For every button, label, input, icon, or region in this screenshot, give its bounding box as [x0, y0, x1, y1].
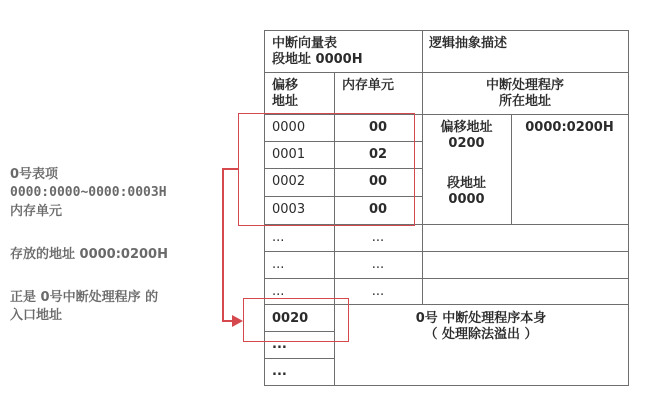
offset-address-label: 偏移地址: [440, 120, 493, 135]
memory-cell: 02: [368, 147, 388, 162]
offset-cell: ...: [272, 257, 285, 272]
memory-cell: 00: [368, 120, 388, 135]
logical-description-header: 逻辑抽象描述: [429, 36, 508, 51]
segment-address-value: 0000: [448, 192, 485, 207]
grid-line: [264, 251, 629, 252]
grid-line: [264, 358, 335, 359]
connector-arrowhead: [232, 315, 244, 327]
offset-header-line2: 地址: [272, 94, 299, 109]
handler-address-header-line1: 中断处理程序: [485, 78, 564, 93]
grid-line: [264, 278, 629, 279]
connector-line: [222, 168, 239, 170]
segment-address-label: 段地址: [446, 176, 486, 191]
memory-cell: ...: [371, 284, 385, 299]
annotation-stored-address: 存放的地址 0000:0200H: [10, 247, 168, 262]
connector-line: [222, 168, 224, 322]
annotation-memory-unit: 内存单元: [10, 204, 63, 219]
handler-title: 0号 中断处理程序本身: [415, 311, 547, 326]
combined-address: 0000:0200H: [525, 120, 614, 135]
grid-line: [264, 30, 629, 31]
memory-cell: 00: [368, 174, 388, 189]
annotation-entry-label: 0号表项: [10, 167, 59, 182]
trailing-ellipsis-cell: ...: [272, 337, 287, 352]
memory-cell: ...: [371, 257, 385, 272]
vector-table-title: 中断向量表: [272, 36, 338, 51]
grid-line: [422, 30, 423, 73]
offset-cell: ...: [272, 284, 285, 299]
handler-offset-cell: 0020: [272, 311, 309, 326]
annotation-entry-point-line2: 入口地址: [10, 308, 63, 323]
annotation-address-range: 0000:0000~0000:0003H: [10, 185, 167, 200]
handler-subtitle: （ 处理除法溢出 ）: [424, 327, 538, 342]
memory-cell: 00: [368, 202, 388, 217]
grid-line: [628, 30, 629, 386]
offset-address-value: 0200: [448, 136, 485, 151]
grid-line: [264, 385, 629, 386]
offset-cell: 0001: [272, 147, 306, 162]
annotation-entry-point-line1: 正是 0号中断处理程序 的: [10, 290, 159, 305]
offset-header-line1: 偏移: [272, 78, 299, 93]
grid-line: [264, 72, 629, 73]
vector-entry-highlight: [238, 113, 415, 226]
memory-unit-header: 内存单元: [342, 78, 395, 93]
memory-cell: ...: [371, 230, 385, 245]
offset-cell: 0003: [272, 202, 306, 217]
trailing-ellipsis-cell: ...: [272, 364, 287, 379]
offset-cell: 0002: [272, 174, 306, 189]
handler-entry-highlight: [243, 298, 349, 342]
offset-cell: ...: [272, 230, 285, 245]
vector-table-segment: 段地址 0000H: [272, 52, 363, 67]
offset-cell: 0000: [272, 120, 306, 135]
handler-address-header-line2: 所在地址: [498, 94, 551, 109]
